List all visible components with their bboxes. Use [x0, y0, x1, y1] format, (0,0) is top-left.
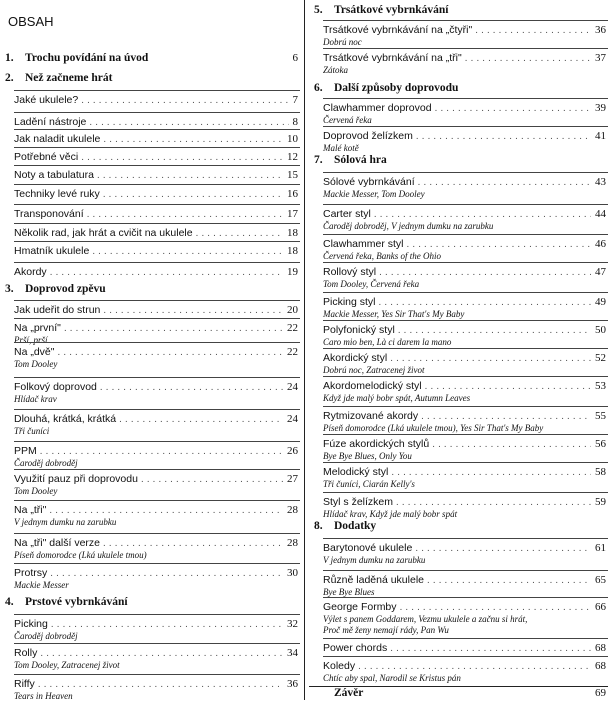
page-number: 46: [595, 238, 606, 250]
toc-entry[interactable]: [14, 112, 300, 128]
toc-entry[interactable]: [323, 434, 608, 461]
entry-songs: Dobrú noc, Zatracenej život: [323, 365, 425, 375]
page-number: 56: [595, 438, 606, 450]
entry-line: [323, 571, 608, 586]
entry-songs: Červená řeka, Banks of the Ohio: [323, 251, 441, 261]
toc-entry[interactable]: [14, 614, 300, 641]
entry-line: [323, 49, 608, 64]
entry-songs: Čaroděj dobroděj: [14, 631, 78, 641]
entry-title: Na „tři" další verze . . .: [14, 537, 283, 549]
entry-songs: Tom Dooley, Zatracenej život: [14, 660, 120, 670]
entry-songs: Hlídač krav: [14, 394, 57, 404]
entry-title: Folkový doprovod . . .: [14, 381, 283, 393]
toc-entry[interactable]: [323, 462, 608, 489]
entry-line: [14, 343, 300, 358]
entry-title: Polyfonický styl . . .: [323, 324, 591, 336]
entry-line: [14, 319, 300, 334]
section-title: Dodatky: [334, 520, 377, 532]
entry-line: [14, 91, 300, 106]
entry-line: [14, 148, 300, 163]
toc-entry[interactable]: [14, 90, 300, 106]
page-number: 50: [595, 324, 606, 336]
page-number: 8: [292, 116, 298, 128]
entry-title: Transponování . . .: [14, 208, 283, 220]
entry-songs: Mackie Messer: [14, 580, 69, 590]
page-number: 58: [595, 466, 606, 478]
section-number: 8.: [314, 520, 323, 532]
entry-title: Několik rad, jak hrát a cvičit na ukulele . . .: [14, 227, 283, 239]
entry-title: Picking . . .: [14, 618, 283, 630]
section-number: 1.: [5, 52, 14, 64]
entry-title: Různě laděná ukulele . . .: [323, 574, 591, 586]
entry-title: Power chords . . .: [323, 642, 591, 654]
toc-entry[interactable]: [323, 234, 608, 261]
section-title: Sólová hra: [334, 154, 387, 166]
entry-title: Koledy . . .: [323, 660, 591, 672]
entry-title: Doprovod želízkem . . .: [323, 130, 591, 142]
toc-entry[interactable]: [323, 292, 608, 319]
entry-songs: Čaroděj dobroděj, V jednym dumku na zarubku: [323, 221, 494, 231]
toc-entry[interactable]: [14, 147, 300, 163]
entry-title: Trsátkové vybrnkávání na „tři" . . .: [323, 52, 591, 64]
page-number: 28: [287, 537, 298, 549]
entry-songs: Červená řeka: [323, 115, 372, 125]
section-title: Trochu povídání na úvod: [25, 52, 149, 64]
toc-entry[interactable]: [323, 204, 608, 231]
entry-line: [323, 99, 608, 114]
toc-entry[interactable]: [323, 538, 608, 565]
section-heading[interactable]: [309, 154, 608, 168]
entry-line: [323, 127, 608, 142]
page-number: 19: [287, 266, 298, 278]
entry-line: [14, 564, 300, 579]
page-number: 24: [287, 413, 298, 425]
entry-songs: Píseň domorodce (Lká ukulele tmou): [14, 550, 147, 560]
toc-entry[interactable]: [14, 129, 300, 145]
entry-title: Riffy . . .: [14, 678, 283, 690]
entry-title: Jak naladit ukulele . . .: [14, 133, 283, 145]
entry-songs: Když jde malý bobr spát, Autumn Leaves: [323, 393, 471, 403]
toc-entry[interactable]: [323, 126, 608, 153]
entry-line: [14, 615, 300, 630]
entry-line: [14, 442, 300, 457]
entry-line: [323, 493, 608, 508]
page-number: 32: [287, 618, 298, 630]
section-title: Závěr: [334, 687, 364, 699]
entry-title: Hmatník ukulele . . .: [14, 245, 283, 257]
section-number: 4.: [5, 596, 14, 608]
toc-entry[interactable]: [14, 223, 300, 239]
toc-entry[interactable]: [323, 20, 608, 47]
entry-songs: Bye Bye Blues, Only You: [323, 451, 412, 461]
section-number: 7.: [314, 154, 323, 166]
toc-entry[interactable]: [14, 409, 300, 436]
entry-title: Barytonové ukulele . . .: [323, 542, 591, 554]
page-number: 28: [287, 504, 298, 516]
page-number: 27: [287, 473, 298, 485]
page-number: 47: [595, 266, 606, 278]
section-heading[interactable]: [0, 283, 300, 297]
entry-songs: Caro mio ben, Là ci darem la mano: [323, 337, 452, 347]
entry-title: Jak udeřit do strun . . .: [14, 304, 283, 316]
toc-entry[interactable]: [14, 204, 300, 220]
entry-line: [14, 224, 300, 239]
entry-line: [14, 644, 300, 659]
entry-title: Sólové vybrnkávání . . .: [323, 176, 591, 188]
entry-title: Clawhammer styl . . .: [323, 238, 591, 250]
entry-line: [323, 293, 608, 308]
toc-entry[interactable]: [323, 98, 608, 125]
entry-songs: Píseň domorodce (Lká ukulele tmou), Yes Sir That's My Baby: [323, 423, 544, 433]
entry-line: [14, 185, 300, 200]
toc-entry[interactable]: [14, 643, 300, 670]
entry-line: [14, 470, 300, 485]
section-title: Trsátkové vybrnkávání: [334, 4, 449, 16]
entry-title: Fúze akordických stylů . . .: [323, 438, 591, 450]
entry-title: Na „tři" . . .: [14, 504, 283, 516]
toc-entry[interactable]: [323, 320, 608, 347]
entry-line: [323, 435, 608, 450]
page-number: 10: [287, 133, 298, 145]
entry-title: Rolly . . .: [14, 647, 283, 659]
entry-title: Noty a tabulatura . . .: [14, 169, 283, 181]
entry-title: Akordický styl . . .: [323, 352, 591, 364]
entry-songs: Mackie Messer, Yes Sir That's My Baby: [323, 309, 465, 319]
section-heading[interactable]: [0, 596, 300, 610]
toc-entry[interactable]: [14, 165, 300, 181]
entry-line: [14, 501, 300, 516]
entry-songs: Tom Dooley, Červená řeka: [323, 279, 420, 289]
toc-entry[interactable]: [14, 469, 300, 496]
section-number: 3.: [5, 283, 14, 295]
entry-songs: Bye Bye Blues: [323, 587, 375, 597]
toc-entry[interactable]: [323, 656, 608, 683]
page-number: 68: [595, 660, 606, 672]
toc-entry[interactable]: [14, 300, 300, 316]
entry-songs: Čaroděj dobroděj: [14, 458, 78, 468]
toc-entry[interactable]: [14, 184, 300, 200]
section-heading[interactable]: [0, 52, 300, 66]
section-title: Další způsoby doprovodu: [334, 82, 459, 94]
entry-songs: V jednym dumku na zarubku: [323, 555, 426, 565]
page-number: 68: [595, 642, 606, 654]
toc-entry[interactable]: [14, 342, 300, 369]
entry-line: [323, 349, 608, 364]
entry-songs: Prší, prší: [14, 335, 48, 345]
toc-entry[interactable]: [323, 376, 608, 403]
entry-title: PPM . . .: [14, 445, 283, 457]
entry-line: [323, 539, 608, 554]
entry-songs: Hlídač krav, Když jde malý bobr spát: [323, 509, 458, 519]
entry-title: Protrsy . . .: [14, 567, 283, 579]
toc-entry[interactable]: [323, 638, 608, 654]
toc-entry[interactable]: [14, 318, 300, 345]
entry-line: [323, 173, 608, 188]
entry-line: [14, 675, 300, 690]
page-number: 61: [595, 542, 606, 554]
entry-songs: Tom Dooley: [14, 359, 58, 369]
page-number: 55: [595, 410, 606, 422]
toc-entry[interactable]: [14, 241, 300, 257]
entry-songs: V jednym dumku na zarubku: [14, 517, 117, 527]
entry-line: [323, 205, 608, 220]
entry-title: Jaké ukulele? . . .: [14, 94, 289, 106]
entry-line: [14, 378, 300, 393]
page-number: 39: [595, 102, 606, 114]
entry-songs: Výlet s panem Goddarem, Vezmu ukulele a začnu si hrát,: [323, 614, 528, 624]
entry-title: Potřebné věci . . .: [14, 151, 283, 163]
entry-title: Akordomelodický styl . . .: [323, 380, 591, 392]
page-number: 49: [595, 296, 606, 308]
entry-line: [323, 463, 608, 478]
entry-title: Melodický styl . . .: [323, 466, 591, 478]
section-title: Než začneme hrát: [25, 72, 113, 84]
toc-entry[interactable]: [14, 377, 300, 404]
entry-title: Akordy . . .: [14, 266, 283, 278]
entry-songs: Proč mě ženy nemají rády, Pan Wu: [323, 625, 449, 635]
entry-songs: Chtíc aby spal, Narodil se Kristus pán: [323, 673, 461, 683]
column-divider: [304, 0, 305, 700]
toc-entry[interactable]: [323, 172, 608, 199]
entry-title: Ladění nástroje . . .: [14, 116, 289, 128]
page-number: 34: [287, 647, 298, 659]
toc-entry[interactable]: [14, 500, 300, 527]
entry-songs: Dobrú noc: [323, 37, 362, 47]
entry-songs: Zátoka: [323, 65, 349, 75]
entry-line: [14, 301, 300, 316]
section-number: 2.: [5, 72, 14, 84]
page-number: 20: [287, 304, 298, 316]
entry-line: [323, 657, 608, 672]
entry-title: Rollový styl . . .: [323, 266, 591, 278]
entry-line: [323, 407, 608, 422]
entry-line: [323, 235, 608, 250]
entry-title: Techniky levé ruky . . .: [14, 188, 283, 200]
section-heading[interactable]: [309, 686, 608, 701]
page-number: 69: [595, 687, 606, 699]
toc-entry[interactable]: [14, 563, 300, 590]
page-number: 36: [595, 24, 606, 36]
entry-title: Rytmizované akordy . . .: [323, 410, 591, 422]
entry-line: [323, 321, 608, 336]
entry-line: [14, 166, 300, 181]
toc-entry[interactable]: [14, 441, 300, 468]
page-number: 22: [287, 346, 298, 358]
entry-line: [14, 130, 300, 145]
page-number: 22: [287, 322, 298, 334]
page-number: 12: [287, 151, 298, 163]
entry-line: [323, 263, 608, 278]
entry-line: [323, 639, 608, 654]
toc-entry[interactable]: [323, 492, 608, 519]
toc-entry[interactable]: [323, 348, 608, 375]
entry-title: Clawhammer doprovod . . .: [323, 102, 591, 114]
entry-songs: Tom Dooley: [14, 486, 58, 496]
entry-title: Picking styl . . .: [323, 296, 591, 308]
page-number: 37: [595, 52, 606, 64]
page-number: 7: [292, 94, 298, 106]
entry-line: [14, 242, 300, 257]
toc-entry[interactable]: [14, 533, 300, 560]
toc-entry[interactable]: [323, 262, 608, 289]
entry-songs: Tears in Heaven: [14, 691, 73, 701]
entry-title: Styl s želízkem . . .: [323, 496, 591, 508]
entry-songs: Mackie Messer, Tom Dooley: [323, 189, 425, 199]
page-number: 36: [287, 678, 298, 690]
page-number: 18: [287, 245, 298, 257]
entry-title: Na „první" . . .: [14, 322, 283, 334]
page-number: 16: [287, 188, 298, 200]
entry-line: [14, 113, 300, 128]
page-title: OBSAH: [8, 14, 54, 29]
section-heading[interactable]: [309, 520, 608, 534]
entry-line: [14, 205, 300, 220]
page-number: 44: [595, 208, 606, 220]
page-number: 65: [595, 574, 606, 586]
entry-title: Využití pauz při doprovodu . . .: [14, 473, 283, 485]
section-title: Prstové vybrnkávání: [25, 596, 128, 608]
toc-entry[interactable]: [14, 262, 300, 278]
entry-title: Carter styl . . .: [323, 208, 591, 220]
page-number: 6: [292, 52, 298, 64]
section-number: 6.: [314, 82, 323, 94]
toc-left-column: [0, 0, 300, 700]
section-heading[interactable]: [0, 72, 300, 86]
entry-line: [14, 534, 300, 549]
section-heading[interactable]: [309, 82, 608, 96]
toc-entry[interactable]: [323, 406, 608, 433]
page-number: 17: [287, 208, 298, 220]
entry-songs: Tři čuníci: [14, 426, 50, 436]
entry-title: George Formby . . .: [323, 601, 591, 613]
section-title: Doprovod zpěvu: [25, 283, 106, 295]
entry-title: Na „dvě" . . .: [14, 346, 283, 358]
page-number: 53: [595, 380, 606, 392]
entry-songs: Malé kotě: [323, 143, 359, 153]
page-number: 43: [595, 176, 606, 188]
page-number: 30: [287, 567, 298, 579]
section-number: 5.: [314, 4, 323, 16]
toc-entry[interactable]: [323, 570, 608, 597]
page-number: 59: [595, 496, 606, 508]
section-heading[interactable]: [309, 4, 608, 18]
entry-line: [323, 598, 608, 613]
entry-title: Dlouhá, krátká, krátká . . .: [14, 413, 283, 425]
entry-songs: Tři čuníci, Ciarán Kelly's: [323, 479, 415, 489]
toc-right-column: [309, 0, 608, 700]
toc-entry[interactable]: [323, 48, 608, 75]
entry-title: Trsátkové vybrnkávání na „čtyři" . . .: [323, 24, 591, 36]
page-number: 41: [595, 130, 606, 142]
page-number: 24: [287, 381, 298, 393]
toc-entry[interactable]: [323, 597, 608, 635]
page-number: 15: [287, 169, 298, 181]
entry-line: [14, 263, 300, 278]
page-number: 18: [287, 227, 298, 239]
entry-line: [323, 377, 608, 392]
toc-entry[interactable]: [14, 674, 300, 701]
page-number: 26: [287, 445, 298, 457]
entry-line: [323, 21, 608, 36]
page-number: 52: [595, 352, 606, 364]
entry-line: [14, 410, 300, 425]
page-number: 66: [595, 601, 606, 613]
